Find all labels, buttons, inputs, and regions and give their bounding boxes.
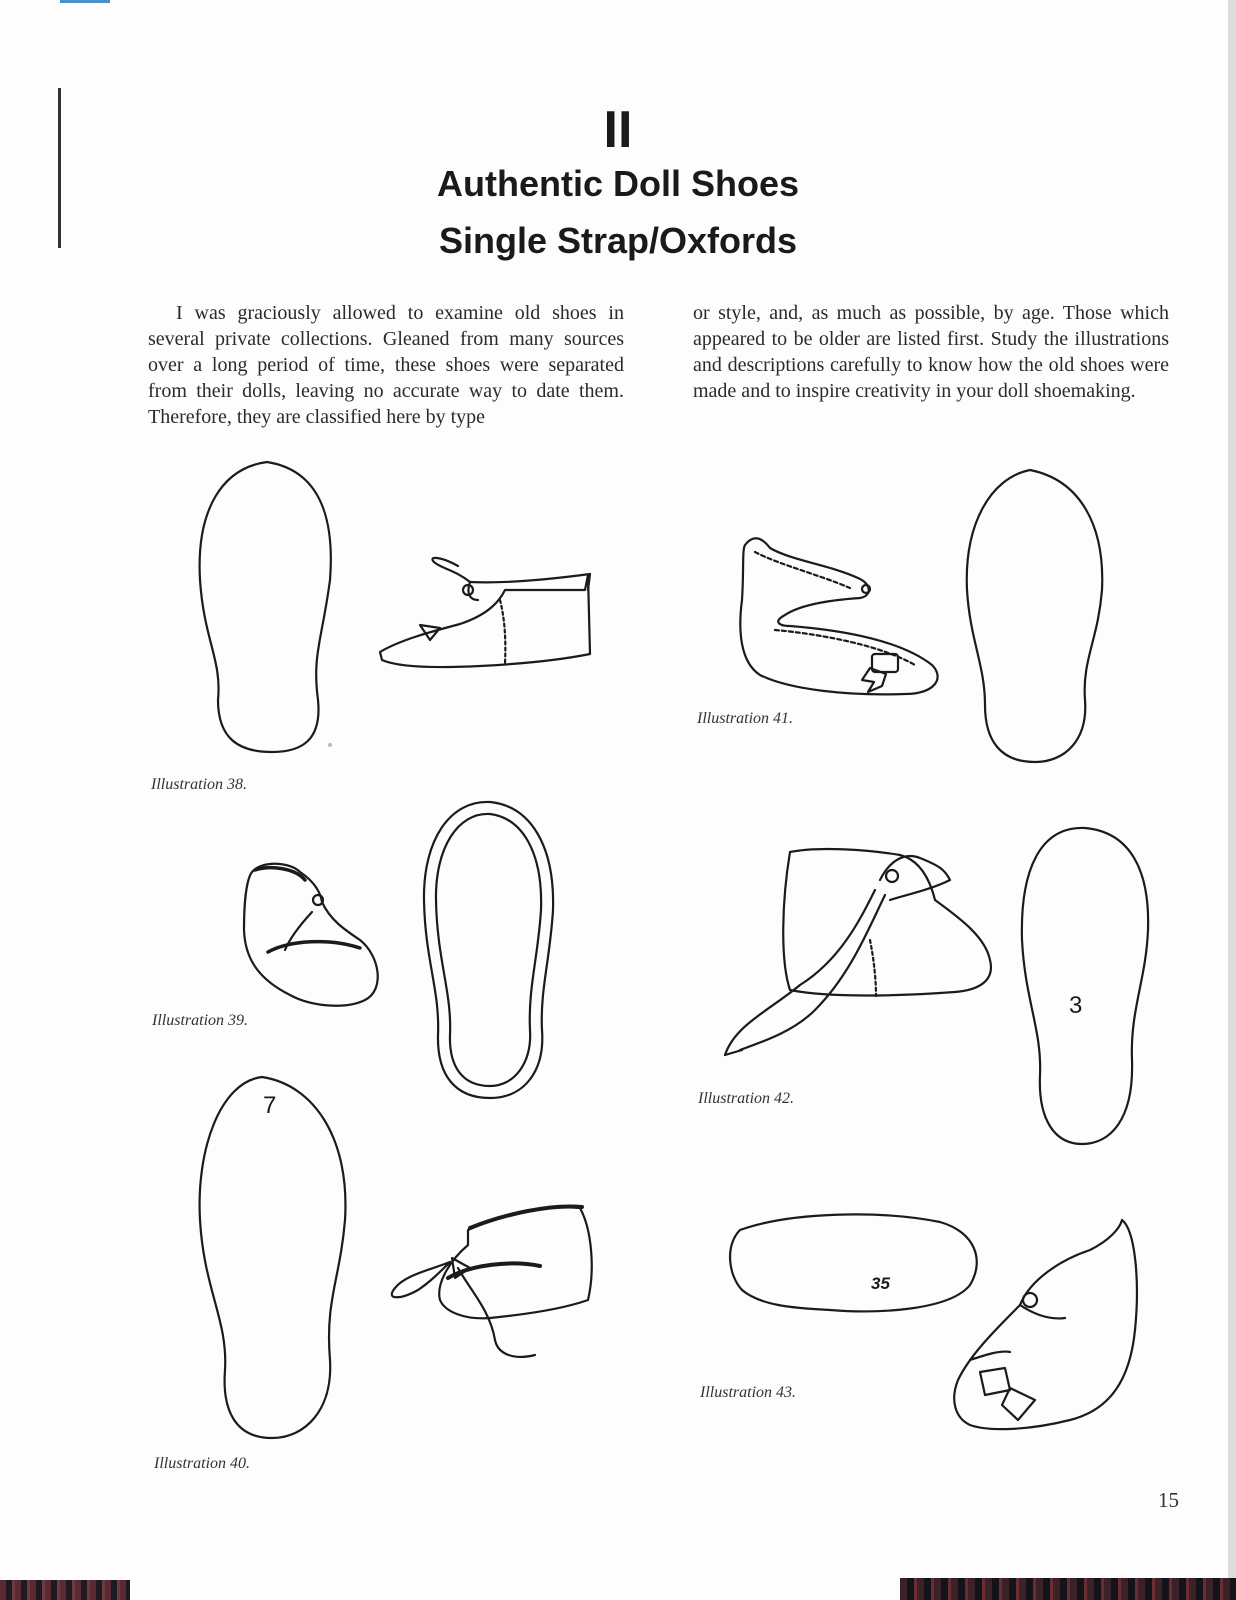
ill42-sole-number: 3	[1069, 992, 1083, 1019]
background-fabric-right	[900, 1578, 1236, 1600]
caption-ill40: Illustration 40.	[154, 1455, 251, 1472]
ill40-shoe-drawing	[392, 1206, 592, 1356]
ill43-shoe-drawing	[954, 1220, 1137, 1429]
caption-ill39: Illustration 39.	[152, 1012, 249, 1029]
ill41-sole-pattern	[967, 470, 1102, 762]
caption-ill42: Illustration 42.	[698, 1090, 795, 1107]
caption-ill41: Illustration 41.	[697, 710, 794, 727]
ill38-shoe-drawing	[380, 558, 590, 667]
intro-right-column: or style, and, as much as possible, by age. Those which appeared to be older are listed first. Study the illustrations and descriptions carefully to know how the old shoes were made and to inspire creativity in your doll shoemaking.	[693, 302, 1169, 402]
page-number: 15	[1158, 1488, 1179, 1512]
ill42-shoe-drawing	[725, 849, 991, 1055]
ill40-sole-number: 7	[263, 1092, 277, 1119]
ill43-sole-number: 35	[871, 1274, 890, 1293]
page-title-line1: Authentic Doll Shoes	[436, 163, 800, 204]
ill43-sole-pattern	[730, 1214, 977, 1311]
ill40-sole-pattern	[200, 1077, 346, 1438]
ill39-shoe-drawing	[244, 864, 378, 1006]
ill38-sole-pattern	[200, 462, 331, 752]
ill39-sole-pattern	[424, 802, 553, 1098]
caption-ill38: Illustration 38.	[151, 776, 248, 793]
ill42-sole-pattern	[1022, 828, 1148, 1144]
ill41-shoe-drawing	[740, 538, 937, 694]
page-title-line2: Single Strap/Oxfords	[438, 220, 798, 261]
caption-ill43: Illustration 43.	[700, 1384, 797, 1401]
background-fabric-left	[0, 1580, 130, 1600]
intro-left-column: I was graciously allowed to examine old shoes in several private collections. Gleaned from many sources over a long period of time, these shoes were separated from their dolls, leaving no accurate way to date them. Therefore, they are classified here by type	[148, 302, 624, 428]
chapter-number: II	[603, 101, 633, 159]
